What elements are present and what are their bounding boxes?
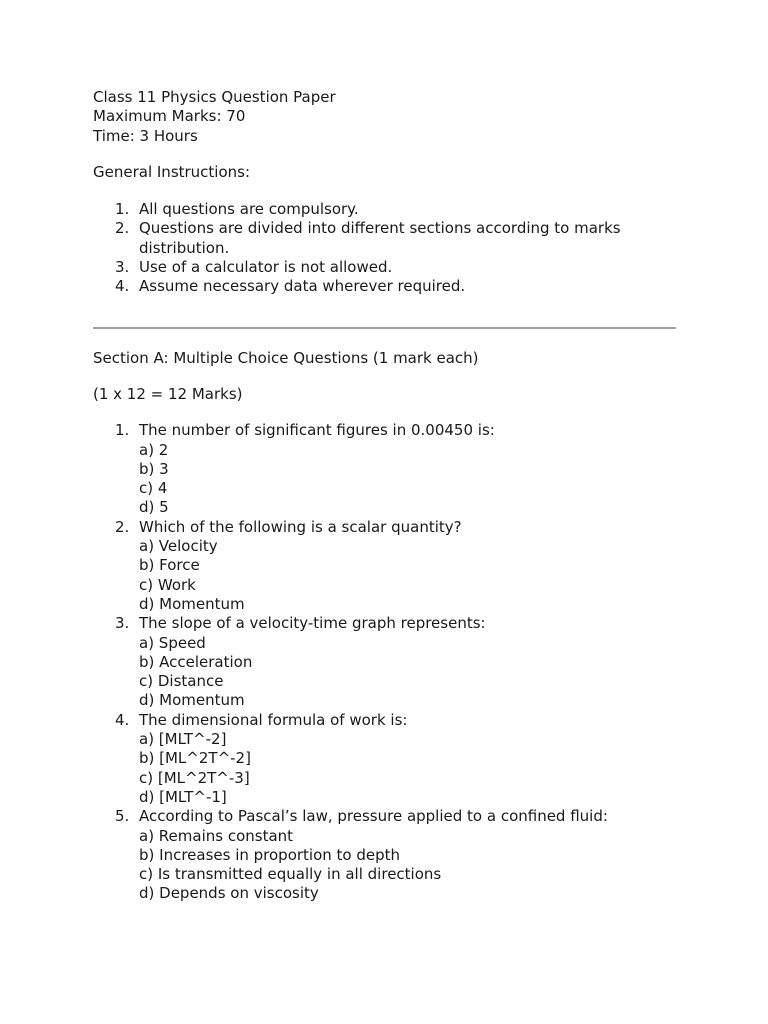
time-allowed: Time: 3 Hours [93, 126, 198, 145]
paper-title: Class 11 Physics Question Paper [93, 88, 336, 106]
question-item [93, 807, 683, 903]
answer-option: b) Increases in proportion to depth [139, 845, 401, 864]
question-paper [93, 88, 683, 904]
instruction-item [93, 277, 683, 296]
instruction-text: Use of a calculator is not allowed. [139, 258, 393, 277]
answer-option: c) Work [139, 575, 196, 594]
answer-option: a) [MLT^-2] [139, 730, 227, 749]
question-text: The dimensional formula of work is: [139, 710, 408, 729]
answer-option: c) 4 [139, 479, 168, 498]
answer-option: c) Distance [139, 672, 224, 691]
instruction-item [93, 258, 683, 277]
answer-option: b) Force [139, 556, 200, 575]
paper-header [93, 88, 683, 146]
answer-option: b) [ML^2T^-2] [139, 749, 251, 768]
answer-options [139, 827, 683, 904]
answer-option: c) [ML^2T^-3] [139, 768, 250, 787]
instructions-heading: General Instructions: [93, 162, 251, 181]
question-item [93, 711, 683, 807]
instruction-number: 2. [115, 219, 130, 238]
question-item [93, 421, 683, 517]
answer-options [139, 441, 683, 518]
answer-options [139, 634, 683, 711]
question-number: 1. [115, 421, 130, 440]
answer-option: d) Momentum [139, 691, 245, 710]
instruction-number: 1. [115, 200, 130, 219]
question-list [93, 421, 683, 903]
answer-option: a) 2 [139, 440, 169, 459]
section-a-marks: (1 x 12 = 12 Marks) [93, 384, 243, 403]
question-item [93, 518, 683, 614]
answer-option: d) [MLT^-1] [139, 787, 227, 806]
instruction-number: 4. [115, 277, 130, 296]
answer-options [139, 730, 683, 807]
instruction-item [93, 200, 683, 219]
answer-option: a) Velocity [139, 537, 218, 556]
question-number: 5. [115, 807, 130, 826]
answer-option: c) Is transmitted equally in all directions [139, 865, 442, 884]
answer-option: a) Speed [139, 633, 206, 652]
instruction-text: Assume necessary data wherever required. [139, 277, 466, 296]
instruction-text: Questions are divided into different sections according to marks distribution. [139, 219, 621, 257]
question-text: The number of significant figures in 0.00450 is: [139, 421, 495, 440]
instruction-item [93, 219, 683, 258]
maximum-marks: Maximum Marks: 70 [93, 107, 246, 126]
answer-option: d) Depends on viscosity [139, 884, 319, 903]
instructions-list [93, 200, 683, 296]
question-item [93, 614, 683, 710]
answer-option: d) 5 [139, 498, 169, 517]
question-number: 3. [115, 614, 130, 633]
question-text: The slope of a velocity-time graph represents: [139, 614, 486, 633]
question-number: 4. [115, 710, 130, 729]
section-a-title: Section A: Multiple Choice Questions (1 mark each) [93, 348, 479, 367]
question-number: 2. [115, 517, 130, 536]
answer-option: b) 3 [139, 459, 169, 478]
section-divider [93, 327, 676, 329]
answer-option: a) Remains constant [139, 826, 294, 845]
question-text: Which of the following is a scalar quantity? [139, 517, 462, 536]
answer-option: d) Momentum [139, 594, 245, 613]
question-text: According to Pascal’s law, pressure applied to a confined fluid: [139, 807, 608, 826]
answer-option: b) Acceleration [139, 652, 253, 671]
instruction-text: All questions are compulsory. [139, 200, 359, 219]
answer-options [139, 537, 683, 614]
instruction-number: 3. [115, 258, 130, 277]
